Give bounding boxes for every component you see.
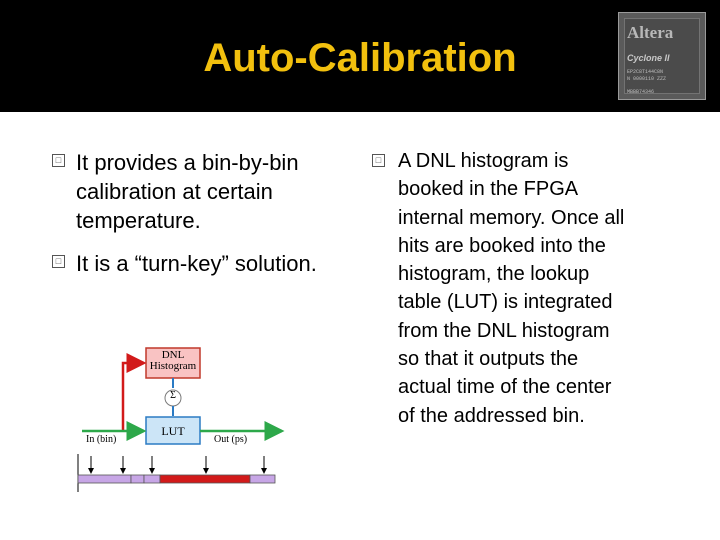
bin-segment: [78, 475, 131, 483]
bin-segment: [131, 475, 144, 483]
bullet-line: internal memory. Once all: [398, 206, 625, 229]
bullet-line: table (LUT) is integrated: [398, 291, 613, 314]
left-bullet-2: [52, 249, 372, 279]
sum-label: Σ: [170, 390, 176, 401]
bullet-text: [398, 147, 698, 430]
output-label: Out (ps): [214, 434, 248, 445]
dnl-label-line: DNL: [161, 349, 185, 361]
lut-label: LUT: [161, 424, 185, 438]
fpga-chip-image: [618, 12, 706, 100]
input-to-dnl-arrow: [123, 363, 144, 431]
dnl-label-line: Histogram: [149, 360, 197, 372]
bullet-box-icon: □: [372, 154, 385, 167]
bullet-line: so that it outputs the: [398, 348, 579, 371]
slide-title: Auto-Calibration: [203, 36, 517, 80]
bullet-line: from the DNL histogram: [398, 319, 610, 342]
bullet-line: It provides a bin-by-bin: [76, 150, 299, 175]
bullet-text: [76, 148, 299, 235]
chip-code-line: EP2C8T144C8N: [627, 69, 664, 75]
bullet-line: hits are booked into the: [398, 234, 606, 257]
bullet-line: actual time of the center: [398, 376, 612, 399]
chip-family-label: Cyclone II: [627, 53, 670, 63]
bullet-line: It is a “turn-key” solution.: [76, 251, 317, 276]
dnl-label: [146, 350, 200, 372]
bullet-line: calibration at certain: [76, 179, 273, 204]
bin-segment: [250, 475, 275, 483]
bin-segment: [144, 475, 160, 483]
bullet-line: temperature.: [76, 208, 201, 233]
bullet-line: A DNL histogram is: [398, 150, 569, 172]
input-label: In (bin): [86, 434, 117, 445]
chip-code-line: MBBB74346: [627, 89, 655, 95]
calibration-diagram: [76, 342, 290, 492]
left-bullet-1: [52, 148, 372, 238]
bullet-box-icon: □: [52, 255, 65, 268]
bullet-text: [76, 249, 317, 278]
bullet-line: of the addressed bin.: [398, 404, 585, 427]
bullet-box-icon: □: [52, 154, 65, 167]
chip-brand-label: Altera: [627, 23, 674, 42]
bullet-line: booked in the FPGA: [398, 178, 579, 201]
bullet-line: histogram, the lookup: [398, 263, 590, 286]
bin-segment: [160, 475, 250, 483]
chip-code-line: N 0000110 ZZZ: [627, 76, 667, 82]
title-bar: [0, 0, 720, 112]
